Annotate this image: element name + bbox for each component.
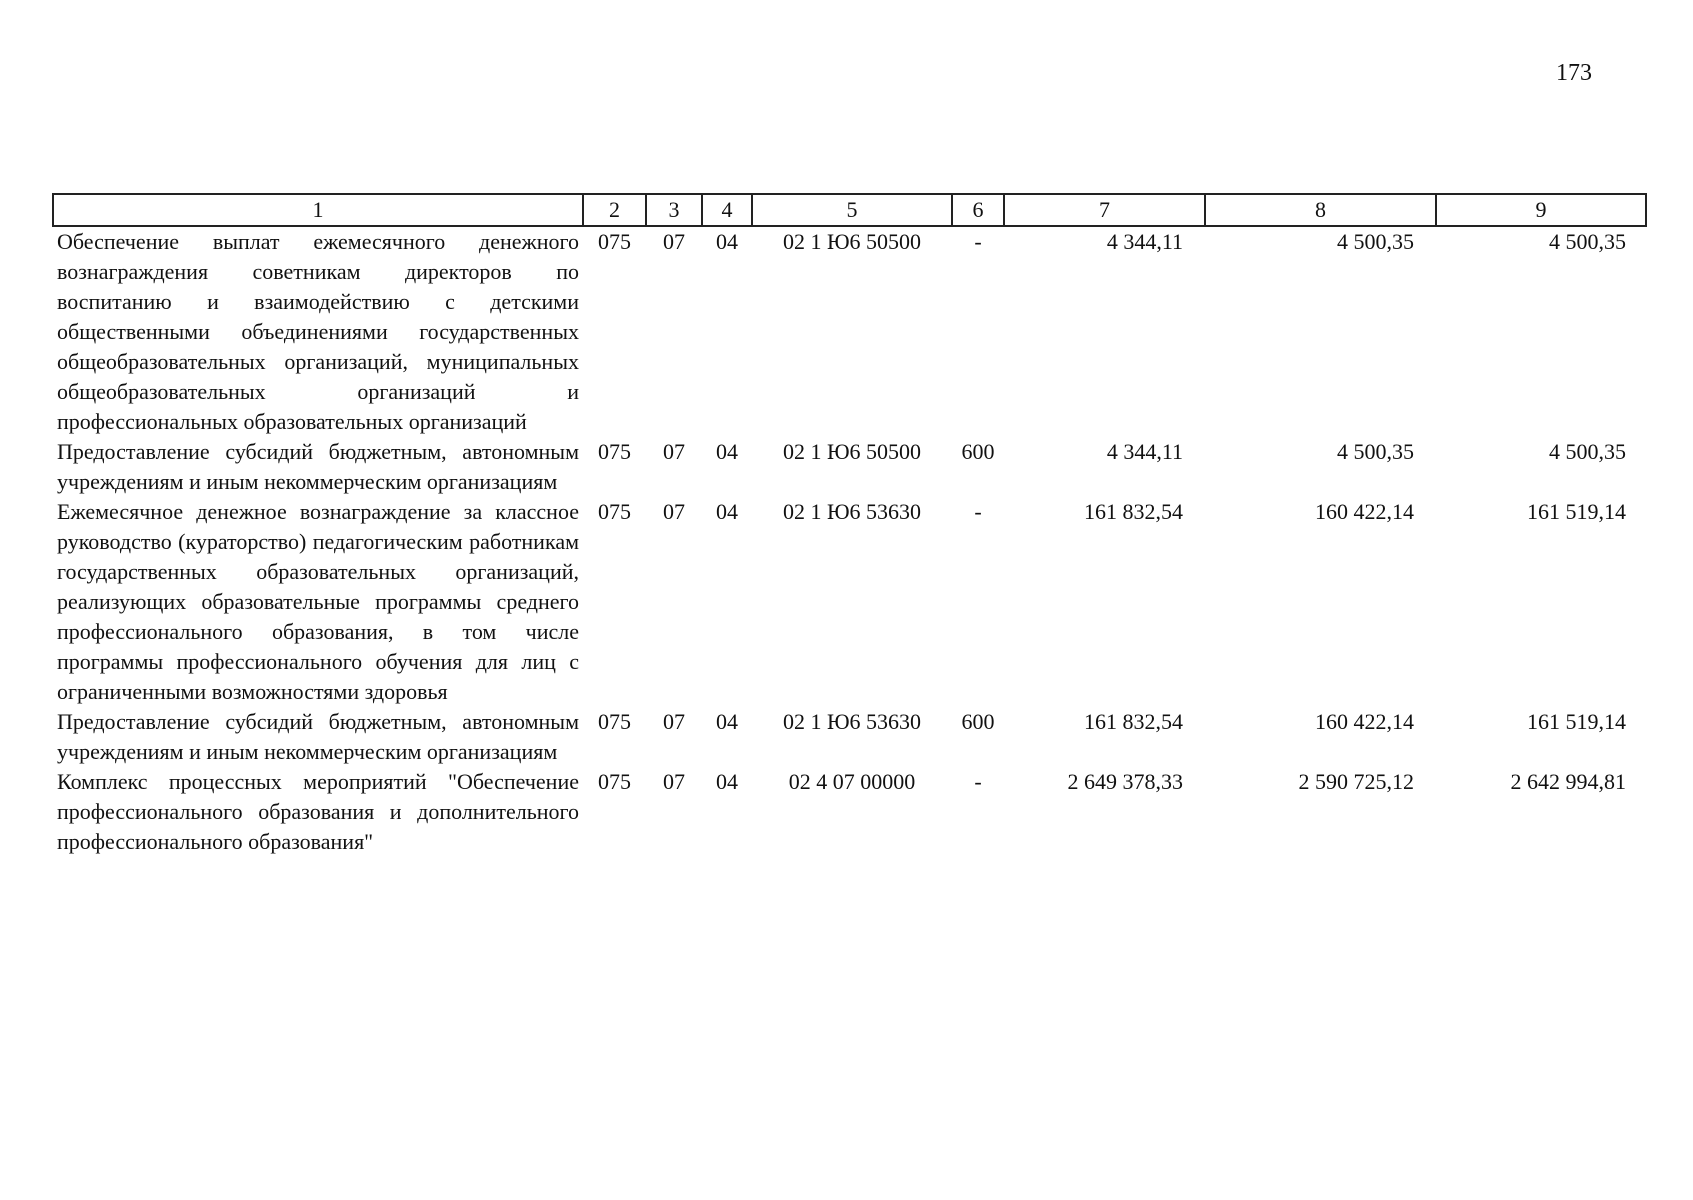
row-code-4: 04 <box>716 229 738 254</box>
row-sum-8: 4 500,35 <box>1337 439 1414 464</box>
row-code-4: 04 <box>716 499 738 524</box>
header-cell-9: 9 <box>1436 194 1646 226</box>
row-code-3: 07 <box>663 499 685 524</box>
row-sum-7: 4 344,11 <box>1106 229 1183 254</box>
row-sum-9: 161 519,14 <box>1527 499 1626 524</box>
row-sum-8: 2 590 725,12 <box>1298 769 1414 794</box>
header-cell-4: 4 <box>702 194 752 226</box>
row-code-2: 075 <box>598 499 631 524</box>
row-sum-8: 160 422,14 <box>1315 709 1414 734</box>
row-sum-7: 161 832,54 <box>1084 499 1183 524</box>
row-name: Обеспечение выплат ежемесячного денежного вознаграждения советникам директоров по воспитанию и взаимодействию с детскими общественными объединениями государственных общеобразовательных организаций, муниципальных общеобразовательных организаций и профессиональных образовательных организаций <box>57 229 579 434</box>
row-name-cell <box>53 497 583 707</box>
page-number: 173 <box>1556 60 1592 86</box>
row-code-5: 02 1 Ю6 50500 <box>782 229 922 254</box>
row-code-5: 02 4 07 00000 <box>788 769 916 794</box>
row-code-2: 075 <box>598 229 631 254</box>
header-cell-2: 2 <box>583 194 646 226</box>
row-sum-9: 4 500,35 <box>1549 229 1626 254</box>
row-name: Предоставление субсидий бюджетным, автономным учреждениям и иным некоммерческим организациям <box>57 709 579 764</box>
row-code-4: 04 <box>716 769 738 794</box>
row-name-cell <box>53 707 583 767</box>
row-code-4: 04 <box>716 439 738 464</box>
row-sum-7: 161 832,54 <box>1084 709 1183 734</box>
row-code-4: 04 <box>716 709 738 734</box>
table-row <box>53 226 1646 437</box>
budget-table <box>52 193 1647 857</box>
row-name-cell <box>53 226 583 437</box>
row-code-6: 600 <box>961 439 995 464</box>
row-name: Предоставление субсидий бюджетным, автономным учреждениям и иным некоммерческим организациям <box>57 439 579 494</box>
row-code-2: 075 <box>598 439 631 464</box>
row-code-2: 075 <box>598 709 631 734</box>
table-row <box>53 767 1646 857</box>
row-code-3: 07 <box>663 769 685 794</box>
header-cell-8: 8 <box>1205 194 1436 226</box>
table-row <box>53 497 1646 707</box>
header-cell-5: 5 <box>752 194 952 226</box>
header-row <box>53 194 1646 226</box>
header-cell-6: 6 <box>952 194 1004 226</box>
row-code-6: - <box>974 769 982 794</box>
row-code-5: 02 1 Ю6 53630 <box>782 499 922 524</box>
header-cell-1: 1 <box>53 194 583 226</box>
row-code-3: 07 <box>663 229 685 254</box>
row-code-3: 07 <box>663 439 685 464</box>
row-code-6: - <box>974 499 982 524</box>
row-code-2: 075 <box>598 769 631 794</box>
row-code-6: - <box>974 229 982 254</box>
table-row <box>53 437 1646 497</box>
row-code-6: 600 <box>961 709 995 734</box>
row-name: Комплекс процессных мероприятий "Обеспечение профессионального образования и дополнительного профессионального образования" <box>57 769 579 854</box>
table-row <box>53 707 1646 767</box>
row-name: Ежемесячное денежное вознаграждение за классное руководство (кураторство) педагогическим работникам государственных образовательных организаций, реализующих образовательные программы среднего профессионального образования, в том числе программы профессионального обучения для лиц с ограниченными возможностями здоровья <box>57 499 579 704</box>
row-sum-8: 4 500,35 <box>1337 229 1414 254</box>
row-name-cell <box>53 767 583 857</box>
row-sum-9: 161 519,14 <box>1527 709 1626 734</box>
row-sum-9: 2 642 994,81 <box>1510 769 1626 794</box>
header-cell-7: 7 <box>1004 194 1205 226</box>
header-cell-3: 3 <box>646 194 702 226</box>
row-code-3: 07 <box>663 709 685 734</box>
row-name-cell <box>53 437 583 497</box>
row-sum-8: 160 422,14 <box>1315 499 1414 524</box>
row-sum-7: 2 649 378,33 <box>1067 769 1183 794</box>
row-sum-9: 4 500,35 <box>1549 439 1626 464</box>
row-code-5: 02 1 Ю6 50500 <box>782 439 922 464</box>
row-code-5: 02 1 Ю6 53630 <box>782 709 922 734</box>
row-sum-7: 4 344,11 <box>1106 439 1183 464</box>
